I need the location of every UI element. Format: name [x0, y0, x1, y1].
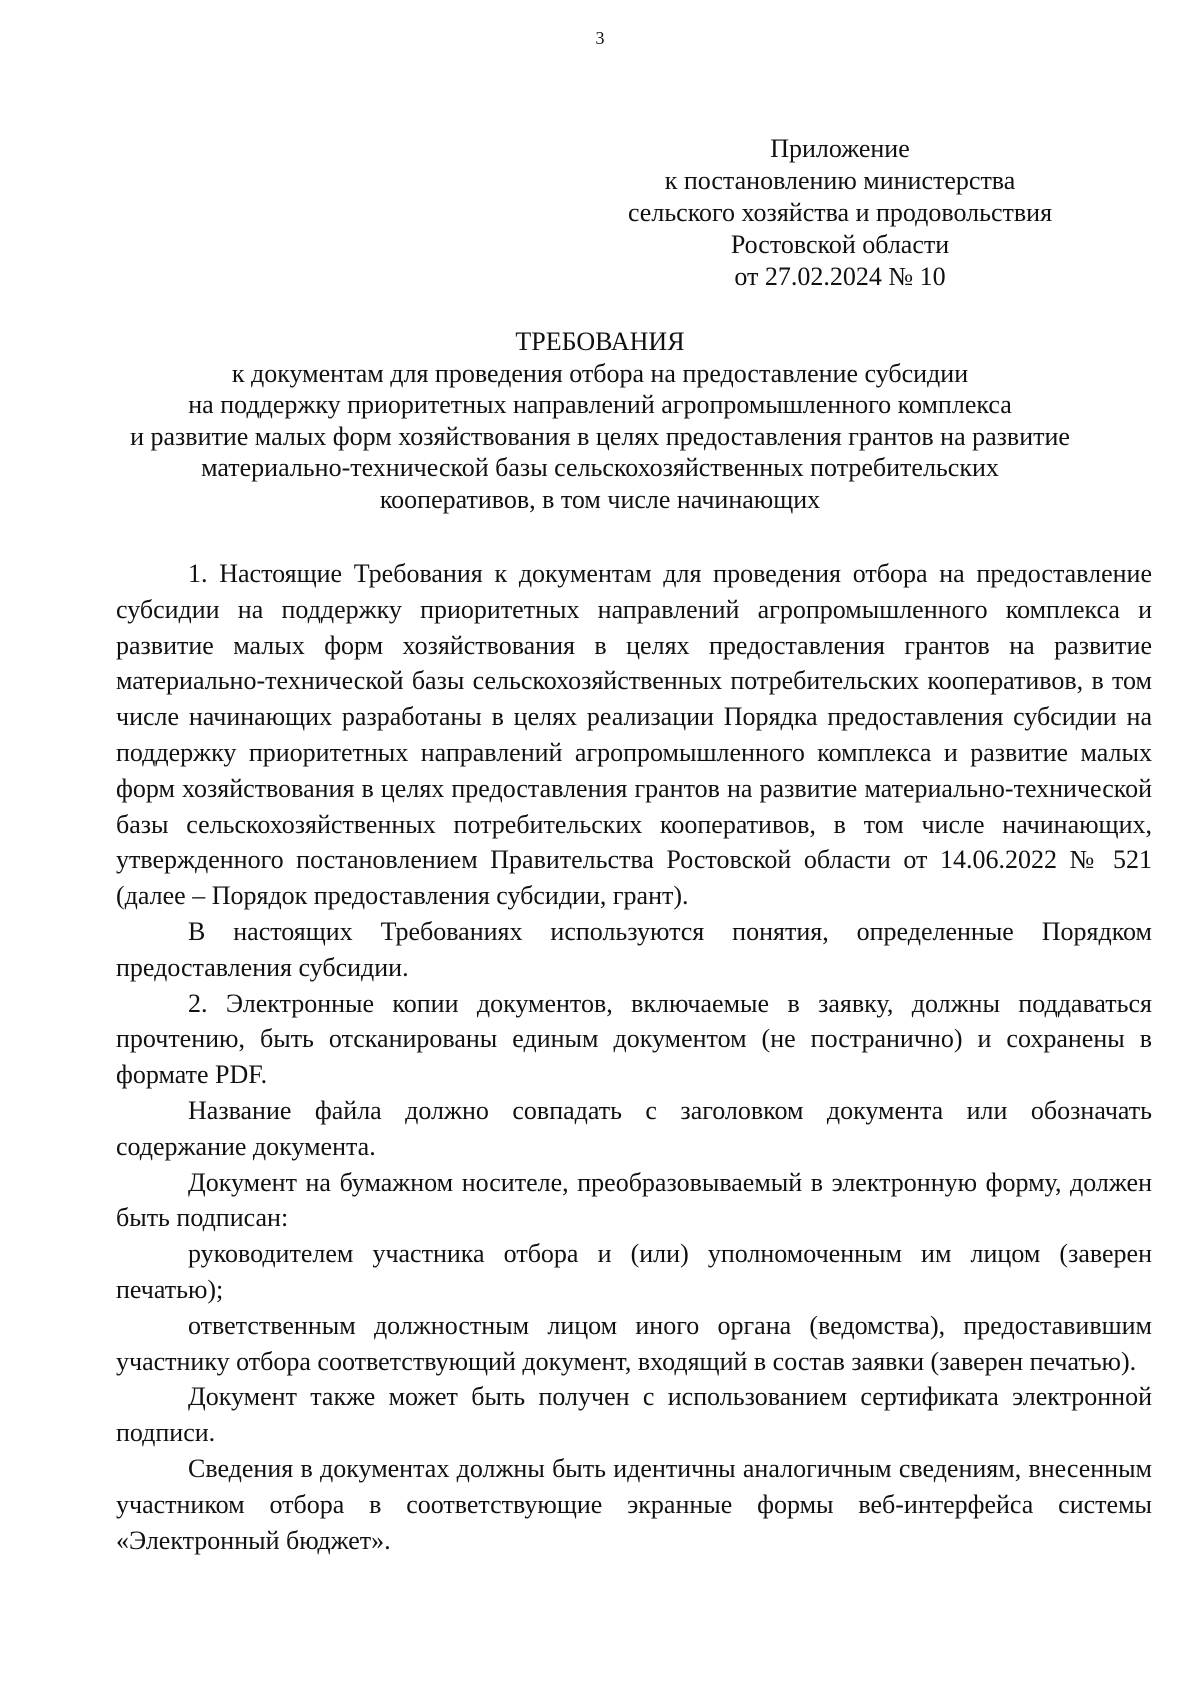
title-main: ТРЕБОВАНИЯ — [515, 327, 685, 356]
paragraph: Сведения в документах должны быть идентичны аналогичным сведениям, внесенным участником отбора в соответствующие экранные формы веб-интерфейса системы «Электронный бюджет». — [116, 1453, 1152, 1555]
title-line: и развитие малых форм хозяйствования в целях предоставления грантов на развитие — [130, 421, 1070, 451]
paragraph: Документ также может быть получен с использованием сертификата электронной подписи. — [116, 1382, 1152, 1448]
paragraph: ответственным должностным лицом иного органа (ведомства), предоставившим участнику отбора соответствующий документ, входящий в состав заявки (заверен печатью). — [116, 1310, 1152, 1376]
paragraph: 1. Настоящие Требования к документам для проведения отбора на предоставление субсидии на поддержку приоритетных направлений агропромышленного комплекса и развитие малых форм хозяйствования в целях предоставления грантов на развитие материально-технической базы сельскохозяйственных потребительских кооперативов, в том числе начинающих разработаны в целях реализации Порядка предоставления субсидии на поддержку приоритетных направлений агропромышленного комплекса и развитие малых форм хозяйствования в целях предоставления грантов на развитие материально-технической базы сельскохозяйственных потребительских кооперативов, в том числе начинающих, утвержденного постановлением Правительства Ростовской области от 14.06.2022 № 521 (далее – Порядок предоставления субсидии, грант). — [116, 559, 1152, 911]
document-body — [116, 556, 1152, 1558]
paragraph: руководителем участника отбора и (или) уполномоченным им лицом (заверен печатью); — [116, 1239, 1152, 1304]
title-line: материально-технической базы сельскохозяйственных потребительских — [201, 453, 999, 482]
title-line: на поддержку приоритетных направлений агропромышленного комплекса — [188, 390, 1012, 419]
page-number: 3 — [595, 28, 605, 48]
appendix-line: к постановлению министерства — [664, 166, 1016, 195]
title-line: кооперативов, в том числе начинающих — [379, 484, 821, 514]
paragraph: 2. Электронные копии документов, включаемые в заявку, должны поддаваться прочтению, быть отсканированы единым документом (не постранично) и сохранены в формате PDF. — [116, 988, 1152, 1090]
paragraph: Документ на бумажном носителе, преобразовываемый в электронную форму, должен быть подписан: — [116, 1167, 1152, 1233]
appendix-line: сельского хозяйства и продовольствия — [627, 198, 1053, 227]
appendix-line: от 27.02.2024 № 10 — [734, 262, 946, 291]
appendix-header — [600, 133, 1080, 293]
appendix-line: Приложение — [770, 134, 910, 163]
appendix-line: Ростовской области — [730, 230, 950, 259]
paragraph: Название файла должно совпадать с заголовком документа или обозначать содержание документа. — [116, 1095, 1152, 1161]
document-title — [100, 326, 1100, 515]
paragraph: В настоящих Требованиях используются понятия, определенные Порядком предоставления субсидии. — [116, 916, 1152, 982]
title-line: к документам для проведения отбора на предоставление субсидии — [231, 358, 969, 388]
